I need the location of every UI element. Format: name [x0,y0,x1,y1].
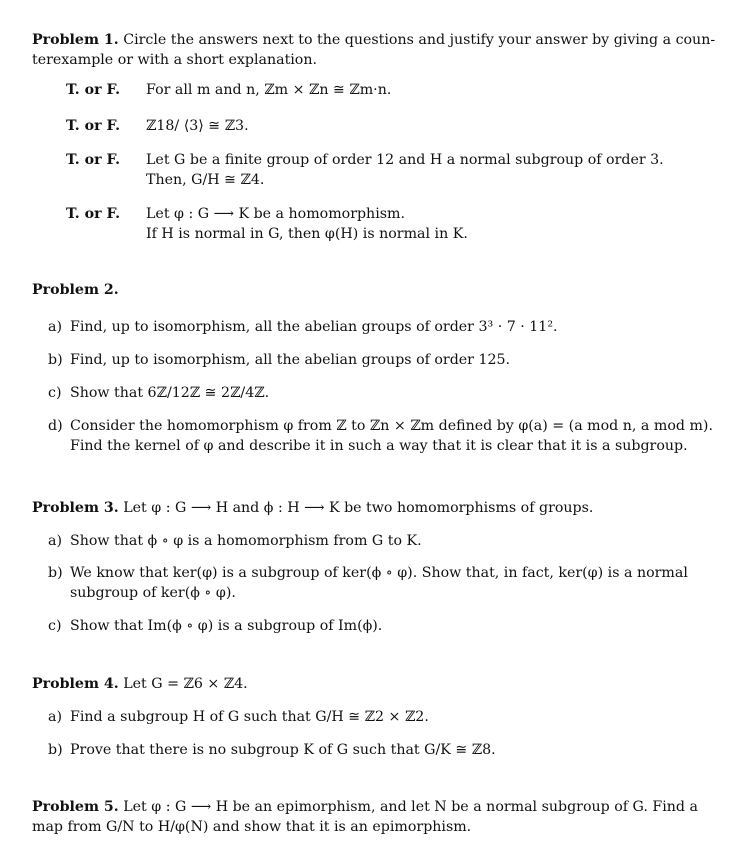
tf-question-4-text [146,204,706,244]
item-text-line-2: Find the kernel of φ and describe it in such a way that it is clear that it is a subgroup. [70,438,688,454]
problem-1-heading: Problem 1. [32,32,119,48]
problem-4-intro [32,674,718,694]
tf-question-3-line-2: Then, G/H ≅ ℤ4. [146,172,265,188]
tf-label: T. or F. [66,152,121,168]
item-label: a) [48,533,62,549]
problem-5-intro-line-2: map from G/N to H/φ(N) and show that it is an epimorphism. [32,819,472,835]
problem-3-intro-text: Let φ : G ⟶ H and ϕ : H ⟶ K be two homomorphisms of groups. [123,500,594,516]
item-label: c) [48,385,62,401]
item-text: Find, up to isomorphism, all the abelian groups of order 125. [70,352,511,368]
item-text: Show that ϕ ∘ φ is a homomorphism from G to K. [70,533,422,549]
problem-3-heading: Problem 3. [32,500,119,516]
item-label: a) [48,709,62,725]
item-label: b) [48,742,63,758]
tf-label: T. or F. [66,118,121,134]
problem-1-intro [32,30,718,50]
tf-question-3-text [146,150,706,190]
problem-3-intro [32,498,718,518]
item-text: Find, up to isomorphism, all the abelian groups of order 3³ · 7 · 11². [70,319,558,335]
item-text [70,563,720,603]
item-label: b) [48,352,63,368]
tf-question-3-line-1: Let G be a finite group of order 12 and H a normal subgroup of order 3. [146,152,664,168]
problem-2-heading: Problem 2. [32,282,119,298]
problem-1-intro-line-1: Circle the answers next to the questions and justify your answer by giving a coun- [123,32,716,48]
item-text: Prove that there is no subgroup K of G such that G/K ≅ ℤ8. [70,742,496,758]
item-text: Show that Im(ϕ ∘ φ) is a subgroup of Im(ϕ). [70,618,383,634]
item-label: b) [48,565,63,581]
tf-question-4-line-2: If H is normal in G, then φ(H) is normal in K. [146,226,468,242]
tf-label: T. or F. [66,206,121,222]
tf-question-1-text: For all m and n, ℤm × ℤn ≅ ℤm·n. [146,82,392,98]
problem-4-intro-text: Let G = ℤ6 × ℤ4. [123,676,248,692]
problem-5 [32,797,718,837]
item-label: c) [48,618,62,634]
problem-1 [32,30,718,242]
problem-3 [32,498,718,634]
item-text [70,416,720,456]
item-label: d) [48,418,63,434]
tf-question-4-line-1: Let φ : G ⟶ K be a homomorphism. [146,206,405,222]
item-label: a) [48,319,62,335]
tf-label: T. or F. [66,82,121,98]
tf-question-2-text: ℤ18/ ⟨3⟩ ≅ ℤ3. [146,118,249,134]
problem-5-heading: Problem 5. [32,799,119,815]
problem-1-intro-line-2: terexample or with a short explanation. [32,52,317,68]
problem-4-heading: Problem 4. [32,676,119,692]
item-text-line-1: Consider the homomorphism φ from ℤ to ℤn × ℤm defined by φ(a) = (a mod n, a mod m). [70,418,713,434]
problem-5-intro [32,797,718,817]
item-text-line-2: subgroup of ker(ϕ ∘ φ). [70,585,236,601]
item-text: Find a subgroup H of G such that G/H ≅ ℤ2 × ℤ2. [70,709,429,725]
problem-2 [32,280,718,454]
item-text-line-1: We know that ker(φ) is a subgroup of ker(ϕ ∘ φ). Show that, in fact, ker(φ) is a normal [70,565,688,581]
problem-4 [32,674,718,758]
problem-5-intro-line-1: Let φ : G ⟶ H be an epimorphism, and let N be a normal subgroup of G. Find a [123,799,698,815]
item-text: Show that 6ℤ/12ℤ ≅ 2ℤ/4ℤ. [70,385,270,401]
